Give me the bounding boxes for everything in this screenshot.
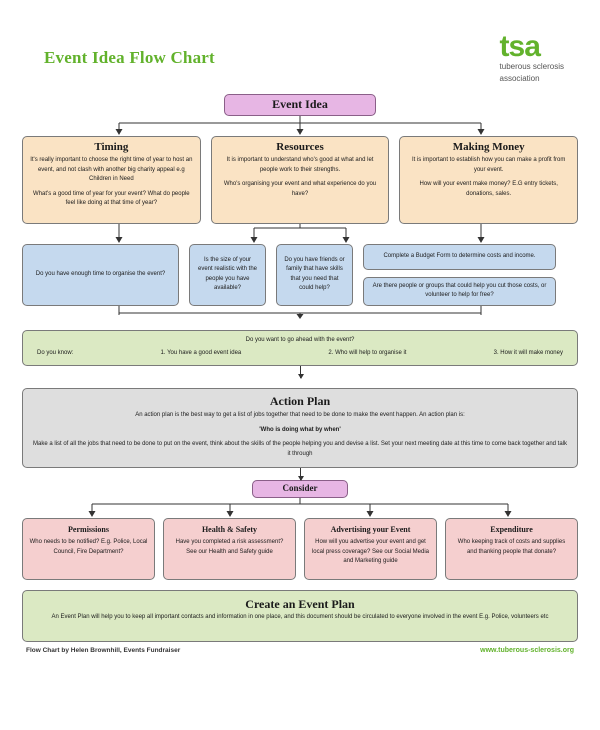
node-action-plan [22,388,578,469]
node-making-money-para-2: How will your event make money? E.G entry tickets, donations, sales. [419,181,558,197]
page-title: Event Idea Flow Chart [44,48,215,67]
node-timing-para-2: What's a good time of year for your event? What do people feel like doing at that time of year? [33,190,190,206]
node-health-safety-title: Health & Safety [201,524,258,534]
node-consider: Consider [252,480,348,498]
action-plan-title: Action Plan [269,393,331,408]
node-size-question [189,244,266,306]
connector-event-to-columns [22,116,578,136]
action-plan-line-2: 'Who is doing what by when' [259,426,341,433]
page-header [22,28,578,90]
top-columns-row [22,136,578,224]
node-timing [22,136,201,224]
arrow-action-plan-to-consider [300,468,301,480]
node-resources-para-2: Who's organising your event and what experience do you have? [223,181,377,197]
footer-website-link[interactable]: www.tuberous-sclerosis.org [480,646,574,654]
action-plan-line-1: An action plan is the best way to get a list of jobs together that need to be done to make the event happen. An action plan is: [135,412,465,418]
node-making-money-title: Making Money [452,140,525,153]
node-event-idea [224,94,376,116]
node-timing-para-1: It's really important to choose the right time of year to host an event, and not clash with another big charity appeal e.g Children in Need [30,157,193,182]
node-timing-title: Timing [94,140,129,153]
checklist-lead: Do you know: [37,350,74,356]
go-ahead-question: Do you want to go ahead with the event? [245,336,355,343]
node-making-money [399,136,578,224]
logo-wordmark: tsa [499,30,540,63]
logo-subtitle-line2: association [499,74,540,83]
node-health-safety [163,518,296,580]
go-ahead-checklist [31,349,569,359]
connector-columns-to-blue [22,224,578,244]
checklist-item-2: 2. Who will help to organise it [328,350,407,356]
node-expenditure-title: Expenditure [490,524,533,534]
connector-consider-to-items [22,498,578,518]
event-idea-row [22,94,578,116]
logo-subtitle-line1: tuberous sclerosis [499,62,564,71]
consider-row [22,480,578,498]
node-resources-para-1: It is important to understand who's good at what and let people work to their strengths. [226,157,374,173]
node-advertising [304,518,437,580]
arrow-green-to-action-plan [300,366,301,378]
node-budget-form-text: Complete a Budget Form to determine costs and income. [383,252,536,259]
node-time-question-text: Do you have enough time to organise the event? [35,270,166,277]
checklist-item-3: 3. How it will make money [493,350,563,356]
node-event-idea-label: Event Idea [272,97,328,111]
node-advertising-title: Advertising your Event [330,524,411,534]
connector-blue-to-green [22,306,578,320]
node-skills-question [276,244,353,306]
node-budget-form [363,244,556,270]
node-skills-question-text: Do you have friends or family that have skills that you need that could help? [284,256,345,291]
budget-column [363,244,556,306]
node-expenditure [445,518,578,580]
node-permissions-body: Who needs to be notified? E.g. Police, Local Council, Fire Department? [29,539,148,555]
node-resources [211,136,390,224]
node-making-money-para-1: It is important to establish how you can make a profit from your event. [411,157,566,173]
action-plan-line-3: Make a list of all the jobs that need to be done to put on the event, think about the skills of the people helping you and devise a list. Set your next meeting date at this time to come back together and talk it through [33,441,567,457]
create-plan-title: Create an Event Plan [245,596,355,611]
blue-questions-row [22,244,578,306]
node-go-ahead-decision [22,330,578,366]
node-time-question [22,244,179,306]
node-cut-costs [363,277,556,306]
node-create-event-plan [22,590,578,642]
node-health-safety-body: Have you completed a risk assessment? See our Health and Safety guide [175,539,284,555]
node-resources-title: Resources [276,140,324,153]
node-permissions [22,518,155,580]
node-advertising-body: How will you advertise your event and get local press coverage? See our Social Media and Marketing guide [311,539,430,564]
checklist-item-1: 1. You have a good event idea [160,350,242,356]
footer-credit: Flow Chart by Helen Brownhill, Events Fundraiser [26,646,181,654]
node-cut-costs-text: Are there people or groups that could help you cut those costs, or volunteer to help for free? [372,282,547,298]
node-expenditure-body: Who keeping track of costs and supplies and thanking people that donate? [457,539,566,555]
page-footer [22,647,578,654]
tsa-logo [499,30,564,84]
node-size-question-text: Is the size of your event realistic with the people you have available? [197,256,258,291]
consider-items-row [22,518,578,580]
node-permissions-title: Permissions [68,524,109,534]
create-plan-body: An Event Plan will help you to keep all important contacts and information in one place, and this document should be circulated to everyone involved in the event E.g. Police, volunteers etc [51,614,549,620]
